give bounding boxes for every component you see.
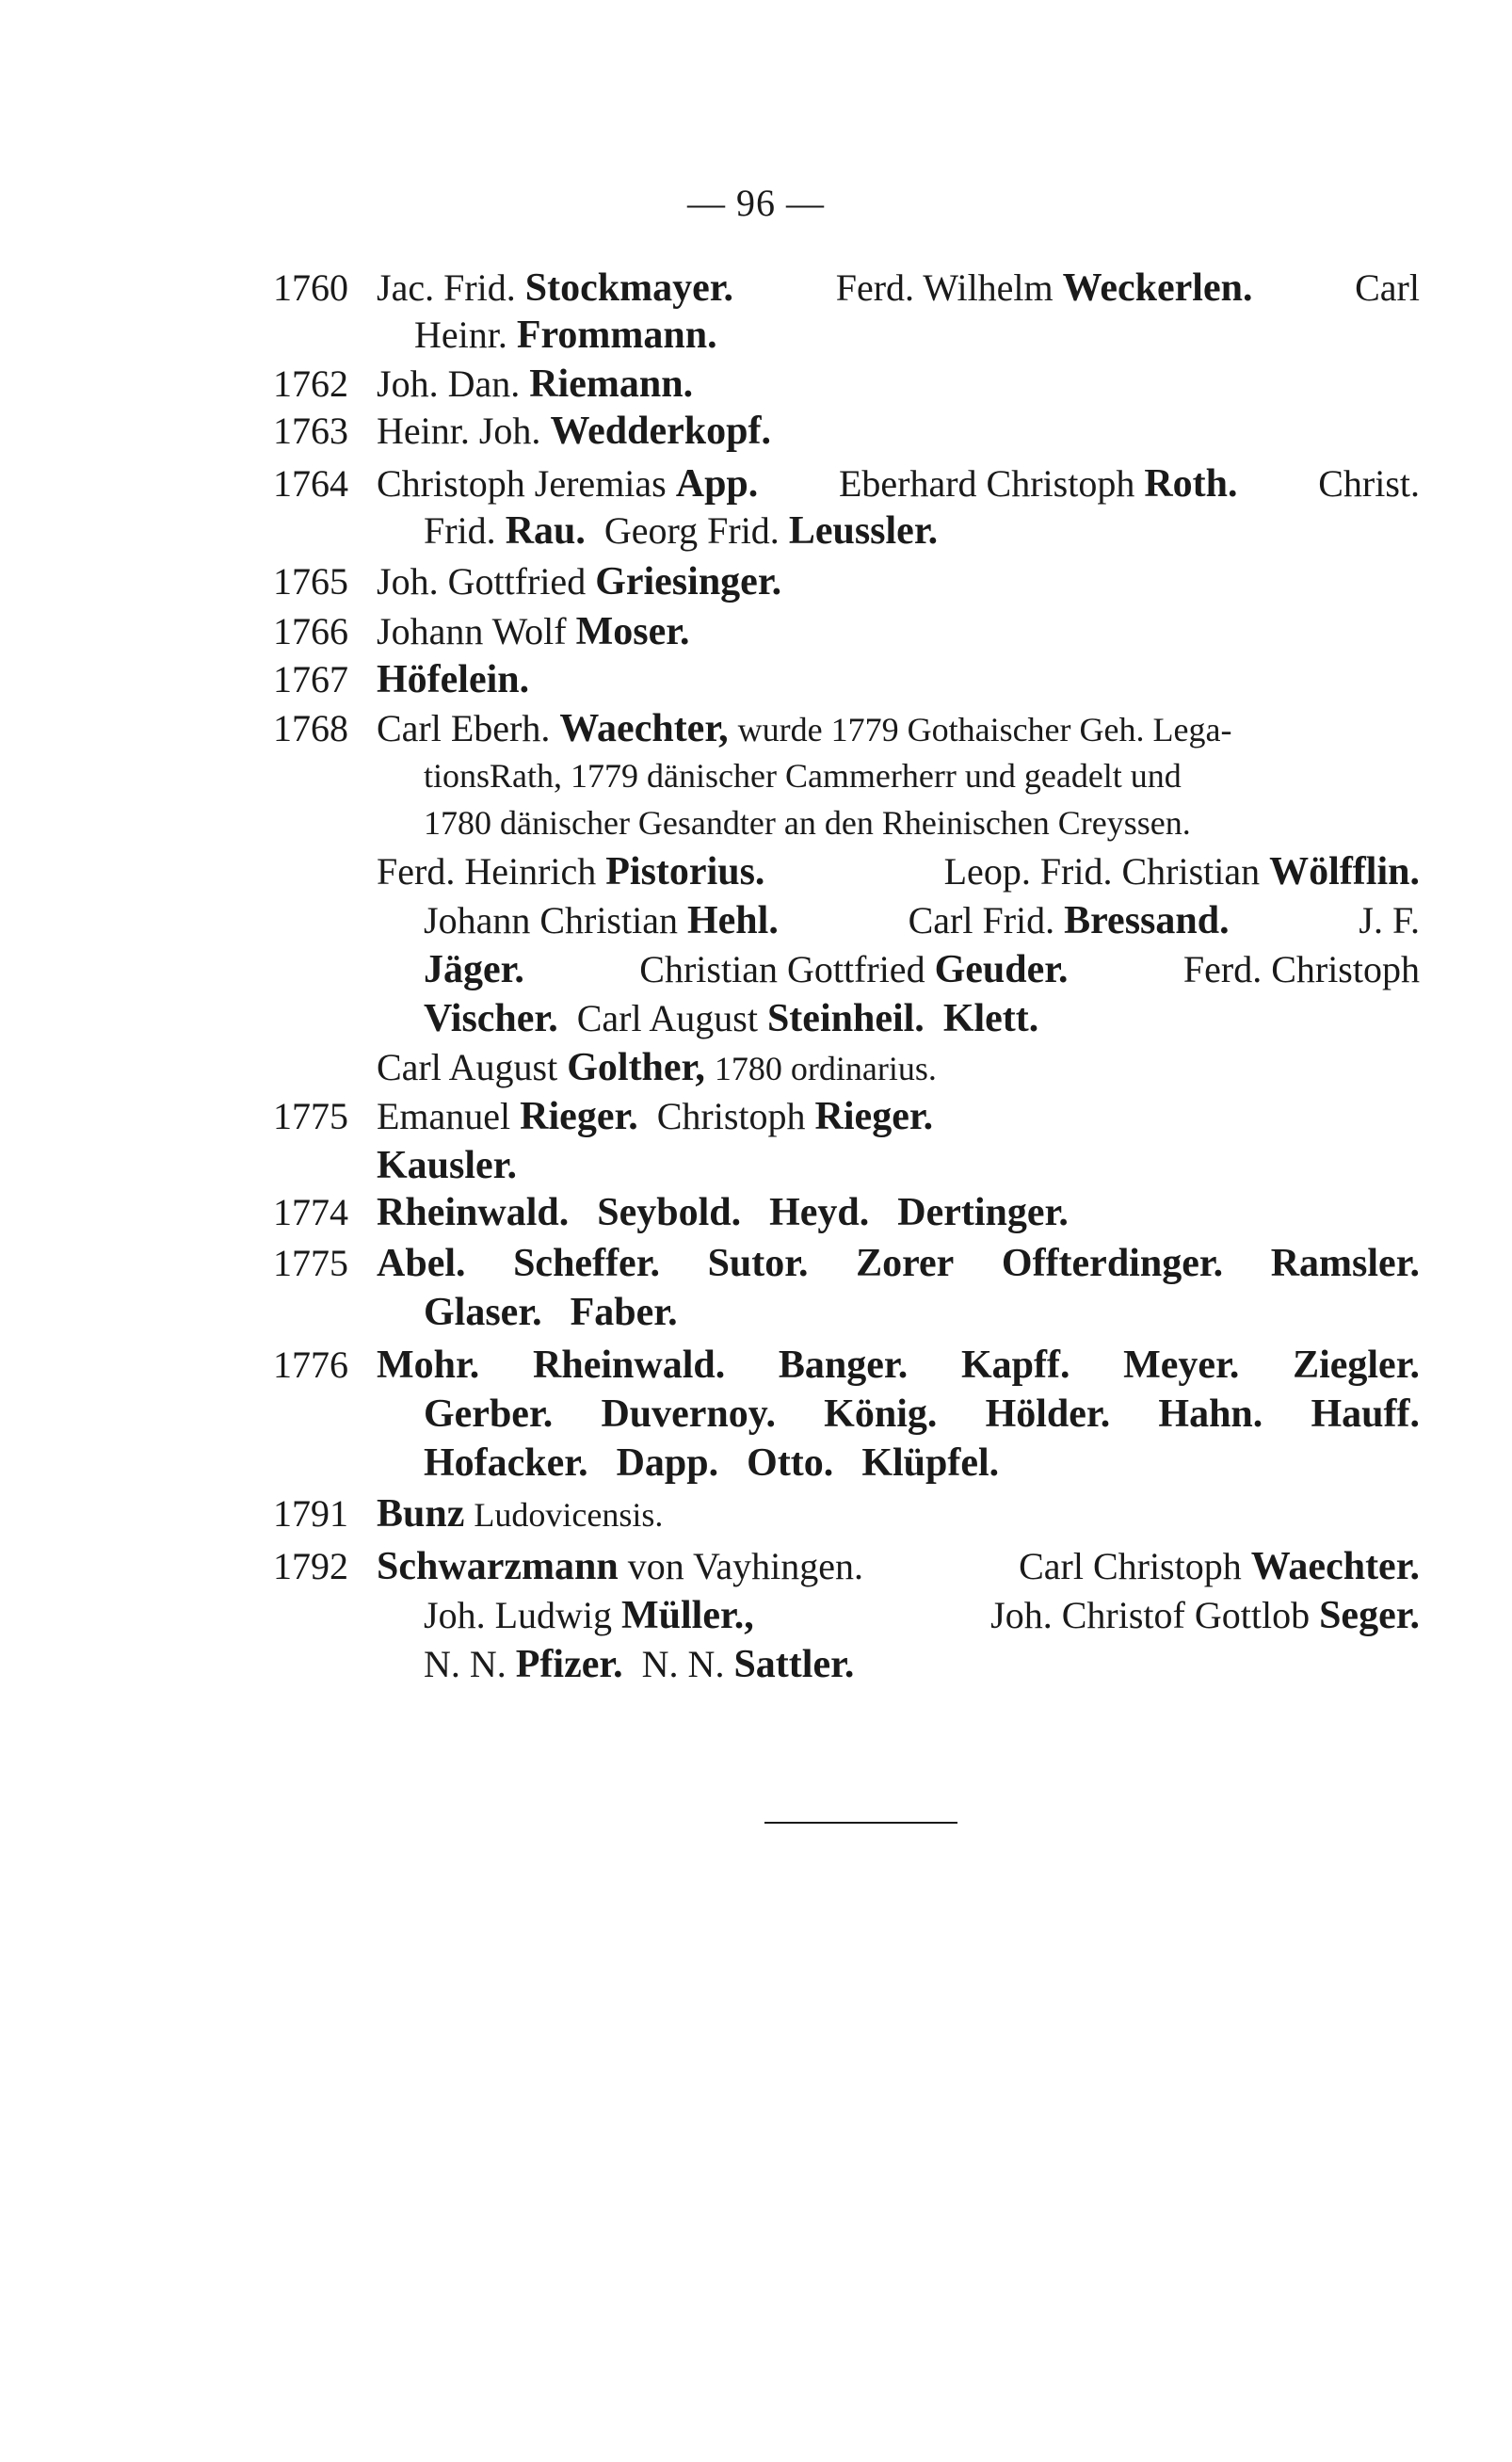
text: Ferd. Christoph bbox=[1182, 948, 1420, 990]
text: Emanuel bbox=[377, 1095, 511, 1137]
entry-year: 1763 bbox=[273, 410, 348, 452]
name: Abel. bbox=[377, 1242, 466, 1285]
name: Wedderkopf. bbox=[550, 410, 771, 453]
text: Joh. Dan. bbox=[377, 362, 521, 405]
entry-1791 bbox=[273, 1491, 663, 1537]
entry-1775-first-line-2 bbox=[377, 1143, 517, 1188]
name: Rheinwald. bbox=[377, 1191, 570, 1234]
name: Gerber. bbox=[424, 1392, 554, 1436]
text: Heinr. bbox=[414, 314, 507, 356]
entry-1768-line-2 bbox=[424, 753, 1420, 798]
text: Christian Gottfried bbox=[639, 948, 925, 990]
name: Meyer. bbox=[1123, 1344, 1240, 1387]
text: Ferd. Wilhelm bbox=[835, 266, 1054, 309]
name: Waechter, bbox=[559, 707, 729, 750]
name: Seybold. bbox=[597, 1191, 742, 1234]
entry-1760-line-2 bbox=[414, 313, 717, 358]
text: von Vayhingen. bbox=[627, 1545, 864, 1587]
name: Duvernoy. bbox=[601, 1392, 776, 1436]
name: Stockmayer. bbox=[524, 266, 734, 310]
name: Bressand. bbox=[1064, 899, 1230, 942]
name: Waechter. bbox=[1250, 1545, 1420, 1588]
entry-year: 1774 bbox=[273, 1191, 348, 1233]
name: Riemann. bbox=[529, 362, 694, 406]
text: Carl August bbox=[377, 1046, 558, 1088]
name: Kapff. bbox=[960, 1344, 1070, 1387]
name: App. bbox=[675, 462, 759, 506]
entry-1792-line-1 bbox=[273, 1544, 1420, 1589]
text: Frid. bbox=[424, 509, 496, 552]
name: Sattler. bbox=[733, 1643, 855, 1686]
text: Carl Eberh. bbox=[377, 707, 551, 749]
entry-1768-line-4 bbox=[377, 849, 1420, 894]
name: Sutor. bbox=[707, 1242, 809, 1285]
name: Kausler. bbox=[377, 1144, 517, 1187]
entry-year: 1775 bbox=[273, 1095, 348, 1137]
text: Johann Christian bbox=[424, 899, 678, 941]
entry-1768-line-7 bbox=[424, 996, 1038, 1041]
name: Mohr. bbox=[377, 1344, 480, 1387]
entry-year: 1791 bbox=[273, 1492, 348, 1535]
name: Dertinger. bbox=[897, 1191, 1069, 1234]
name: Banger. bbox=[778, 1344, 909, 1387]
name: Offterdinger. bbox=[1001, 1242, 1224, 1285]
name: Leussler. bbox=[788, 509, 939, 553]
entry-1768-line-5 bbox=[424, 898, 1420, 943]
text: Johann Wolf bbox=[377, 610, 567, 652]
name: Hauff. bbox=[1311, 1392, 1420, 1436]
name: Moser. bbox=[575, 610, 690, 653]
entry-year: 1762 bbox=[273, 362, 348, 405]
name: Pistorius. bbox=[605, 850, 765, 893]
name: Frommann. bbox=[516, 314, 717, 357]
entry-1776-line-3 bbox=[424, 1440, 999, 1486]
entry-1792-line-2 bbox=[424, 1593, 1420, 1638]
name: Steinheil. bbox=[766, 997, 925, 1040]
text: Christ. bbox=[1318, 462, 1420, 505]
text: Carl Christoph bbox=[1019, 1545, 1242, 1587]
entry-year: 1766 bbox=[273, 610, 348, 652]
entry-year: 1765 bbox=[273, 560, 348, 603]
entry-year: 1764 bbox=[273, 462, 348, 505]
name: Rieger. bbox=[520, 1095, 638, 1138]
entry-1775-second-line-1 bbox=[273, 1241, 1420, 1286]
entry-1775-first-line-1 bbox=[273, 1094, 933, 1139]
name: Weckerlen. bbox=[1062, 266, 1253, 310]
text: Ferd. Heinrich bbox=[377, 850, 597, 893]
name: Hahn. bbox=[1158, 1392, 1263, 1436]
text: Christoph Jeremias bbox=[377, 462, 667, 505]
name: Dapp. bbox=[616, 1441, 719, 1485]
entry-1768-line-3 bbox=[424, 800, 1191, 845]
text: Heinr. Joh. bbox=[377, 410, 541, 452]
entry-1776-line-1 bbox=[273, 1343, 1420, 1388]
name: Pfizer. bbox=[515, 1643, 623, 1686]
name: Glaser. bbox=[424, 1291, 542, 1334]
entry-1768-line-8 bbox=[377, 1045, 937, 1090]
entry-1775-second-line-2 bbox=[424, 1290, 678, 1335]
name: Zorer bbox=[856, 1242, 955, 1285]
name: Schwarzmann bbox=[377, 1545, 619, 1588]
entry-1768-line-1 bbox=[273, 706, 1231, 751]
name: Otto. bbox=[747, 1441, 834, 1485]
name: Geuder. bbox=[934, 948, 1069, 991]
text: Georg Frid. bbox=[603, 509, 780, 552]
name: König. bbox=[824, 1392, 938, 1436]
entry-1765 bbox=[273, 559, 781, 604]
text: J. F. bbox=[1359, 899, 1420, 941]
name: Ramsler. bbox=[1270, 1242, 1420, 1285]
entry-year: 1760 bbox=[273, 266, 348, 309]
text: Jac. Frid. bbox=[377, 266, 516, 309]
name: Hehl. bbox=[686, 899, 779, 942]
page-number: — 96 — bbox=[687, 182, 825, 224]
name: Klett. bbox=[942, 997, 1039, 1040]
text: Carl August bbox=[576, 997, 758, 1039]
name: Hofacker. bbox=[424, 1441, 588, 1485]
text: 1780 ordinarius. bbox=[714, 1050, 937, 1087]
text: N. N. bbox=[641, 1643, 725, 1685]
entry-1792-line-3 bbox=[424, 1642, 854, 1687]
name: Klüpfel. bbox=[861, 1441, 1000, 1485]
name: Seger. bbox=[1319, 1594, 1420, 1637]
name: Rieger. bbox=[814, 1095, 934, 1138]
text: Ludovicensis. bbox=[474, 1496, 664, 1534]
text: N. N. bbox=[424, 1643, 507, 1685]
name: Rau. bbox=[505, 509, 586, 553]
text: Joh. Gottfried bbox=[377, 560, 587, 603]
section-end-rule bbox=[764, 1822, 957, 1824]
entry-1776-line-2 bbox=[424, 1392, 1420, 1437]
text: wurde 1779 Gothaischer Geh. Lega- bbox=[737, 711, 1232, 748]
text: Carl Frid. bbox=[908, 899, 1055, 941]
entry-1760-line-1 bbox=[273, 266, 1420, 311]
text: tionsRath, 1779 dänischer Cammerherr und geadelt und bbox=[424, 757, 1182, 795]
name: Jäger. bbox=[424, 948, 524, 991]
text: Carl bbox=[1355, 266, 1420, 309]
entry-1764-line-1 bbox=[273, 461, 1420, 507]
name: Roth. bbox=[1144, 462, 1238, 506]
entry-1763 bbox=[273, 409, 771, 454]
name: Faber. bbox=[570, 1291, 678, 1334]
name: Ziegler. bbox=[1293, 1344, 1420, 1387]
name: Griesinger. bbox=[595, 560, 782, 603]
entry-1774 bbox=[273, 1190, 1069, 1235]
entry-1762 bbox=[273, 362, 693, 407]
name: Golther, bbox=[567, 1046, 705, 1089]
entry-year: 1775 bbox=[273, 1242, 348, 1284]
entry-1767 bbox=[273, 657, 529, 702]
text: Joh. Ludwig bbox=[424, 1594, 612, 1636]
name: Rheinwald. bbox=[533, 1344, 726, 1387]
name: Scheffer. bbox=[513, 1242, 660, 1285]
text: Christoph bbox=[656, 1095, 806, 1137]
name: Höfelein. bbox=[377, 658, 530, 701]
entry-year: 1792 bbox=[273, 1545, 348, 1587]
text: Joh. Christof Gottlob bbox=[990, 1594, 1311, 1636]
text: Leop. Frid. Christian bbox=[943, 850, 1261, 893]
text: 1780 dänischer Gesandter an den Rheinischen Creyssen. bbox=[424, 804, 1191, 842]
name: Müller., bbox=[621, 1594, 754, 1637]
entry-year: 1768 bbox=[273, 707, 348, 749]
entry-year: 1776 bbox=[273, 1344, 348, 1386]
entry-1768-line-6 bbox=[424, 947, 1420, 992]
name: Hölder. bbox=[985, 1392, 1111, 1436]
entry-1766 bbox=[273, 609, 690, 654]
entry-1764-line-2 bbox=[424, 508, 938, 554]
name: Vischer. bbox=[424, 997, 558, 1040]
name: Wölfflin. bbox=[1269, 850, 1420, 893]
name: Bunz bbox=[377, 1492, 465, 1536]
entry-year: 1767 bbox=[273, 658, 348, 700]
text: Eberhard Christoph bbox=[838, 462, 1135, 505]
name: Heyd. bbox=[769, 1191, 870, 1234]
